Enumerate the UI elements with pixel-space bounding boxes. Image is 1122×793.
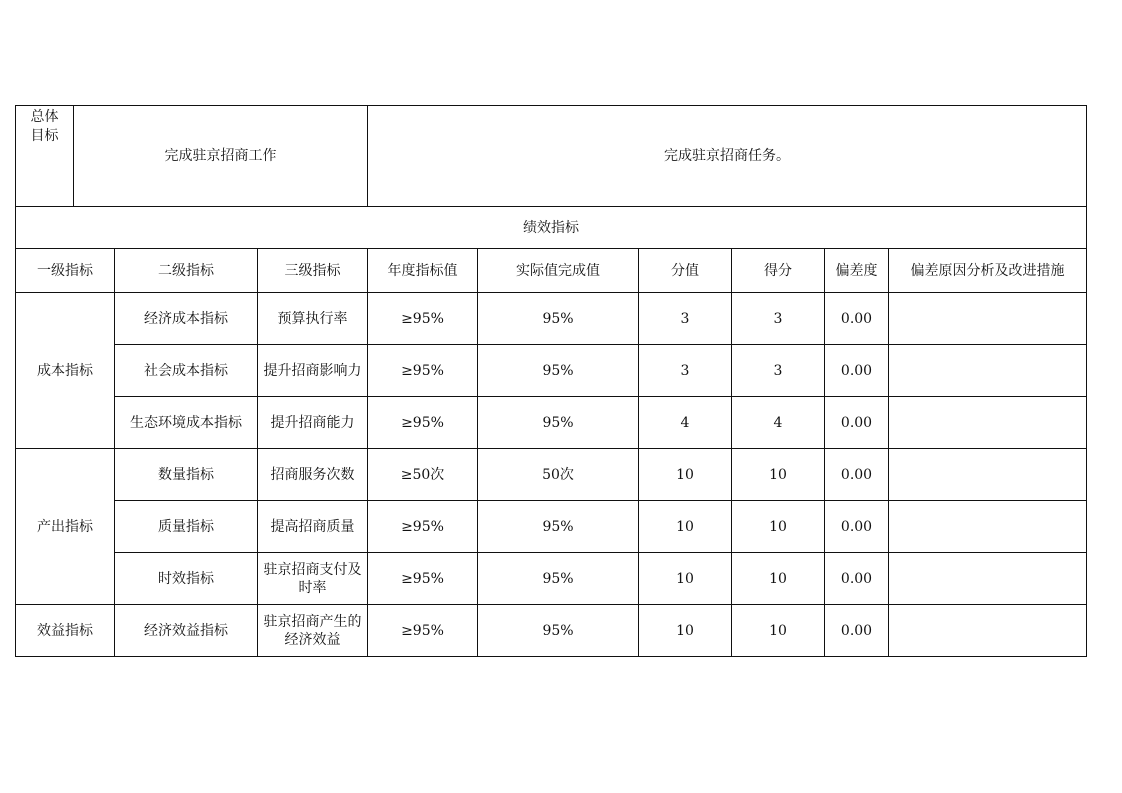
score-value-cell: 10: [639, 605, 732, 657]
header-score: 得分: [732, 249, 825, 293]
table-row: [16, 605, 1087, 657]
goal-label-line2: 目标: [30, 128, 59, 144]
level3-cell: 提升招商能力: [258, 397, 368, 449]
score-cell: 4: [732, 397, 825, 449]
level3-cell: 招商服务次数: [258, 449, 368, 501]
level2-cell: 社会成本指标: [115, 345, 258, 397]
goal-cell: [16, 106, 368, 207]
target-cell: ≥95%: [368, 605, 478, 657]
header-level3: 三级指标: [258, 249, 368, 293]
score-value-cell: 3: [639, 293, 732, 345]
actual-cell: 95%: [478, 293, 639, 345]
deviation-cell: 0.00: [825, 553, 889, 605]
target-cell: ≥95%: [368, 553, 478, 605]
actual-cell: 50次: [478, 449, 639, 501]
target-cell: ≥95%: [368, 345, 478, 397]
deviation-cell: 0.00: [825, 501, 889, 553]
analysis-cell: [889, 501, 1087, 553]
deviation-cell: 0.00: [825, 605, 889, 657]
header-row: [16, 249, 1087, 293]
deviation-cell: 0.00: [825, 345, 889, 397]
section-title: 绩效指标: [16, 207, 1087, 249]
score-value-cell: 3: [639, 345, 732, 397]
table-row: [16, 449, 1087, 501]
analysis-cell: [889, 605, 1087, 657]
table-row: [16, 501, 1087, 553]
table-row: [16, 553, 1087, 605]
level2-cell: 时效指标: [115, 553, 258, 605]
level3-cell: 预算执行率: [258, 293, 368, 345]
score-cell: 10: [732, 449, 825, 501]
deviation-cell: 0.00: [825, 449, 889, 501]
header-level2: 二级指标: [115, 249, 258, 293]
score-cell: 10: [732, 501, 825, 553]
goal-description: 完成驻京招商任务。: [368, 106, 1087, 207]
table-row: [16, 397, 1087, 449]
goal-name: 完成驻京招商工作: [164, 148, 277, 164]
header-deviation: 偏差度: [825, 249, 889, 293]
header-level1: 一级指标: [16, 249, 115, 293]
analysis-cell: [889, 345, 1087, 397]
level1-cell: 产出指标: [16, 449, 115, 605]
level2-cell: 生态环境成本指标: [115, 397, 258, 449]
deviation-cell: 0.00: [825, 293, 889, 345]
score-cell: 10: [732, 605, 825, 657]
score-value-cell: 10: [639, 553, 732, 605]
section-title-row: [16, 207, 1087, 249]
target-cell: ≥95%: [368, 397, 478, 449]
score-value-cell: 10: [639, 501, 732, 553]
level3-cell: 驻京招商支付及时率: [258, 553, 368, 605]
level3-cell: 提升招商影响力: [258, 345, 368, 397]
level2-cell: 经济效益指标: [115, 605, 258, 657]
actual-cell: 95%: [478, 501, 639, 553]
target-cell: ≥95%: [368, 501, 478, 553]
table-row: [16, 345, 1087, 397]
table-row: [16, 293, 1087, 345]
analysis-cell: [889, 449, 1087, 501]
score-value-cell: 10: [639, 449, 732, 501]
actual-cell: 95%: [478, 397, 639, 449]
goal-row: [16, 106, 1087, 207]
level1-cell: 效益指标: [16, 605, 115, 657]
score-value-cell: 4: [639, 397, 732, 449]
score-cell: 10: [732, 553, 825, 605]
header-actual: 实际值完成值: [478, 249, 639, 293]
target-cell: ≥95%: [368, 293, 478, 345]
performance-table: [15, 105, 1087, 657]
score-cell: 3: [732, 293, 825, 345]
level3-cell: 提高招商质量: [258, 501, 368, 553]
actual-cell: 95%: [478, 553, 639, 605]
score-cell: 3: [732, 345, 825, 397]
level2-cell: 经济成本指标: [115, 293, 258, 345]
level2-cell: 质量指标: [115, 501, 258, 553]
deviation-cell: 0.00: [825, 397, 889, 449]
goal-label-line1: 总体: [30, 109, 59, 125]
level1-cell: 成本指标: [16, 293, 115, 449]
header-score-value: 分值: [639, 249, 732, 293]
header-analysis: 偏差原因分析及改进措施: [889, 249, 1087, 293]
level3-cell: 驻京招商产生的经济效益: [258, 605, 368, 657]
analysis-cell: [889, 397, 1087, 449]
actual-cell: 95%: [478, 605, 639, 657]
level2-cell: 数量指标: [115, 449, 258, 501]
goal-label: [16, 106, 74, 206]
analysis-cell: [889, 293, 1087, 345]
header-target: 年度指标值: [368, 249, 478, 293]
analysis-cell: [889, 553, 1087, 605]
target-cell: ≥50次: [368, 449, 478, 501]
actual-cell: 95%: [478, 345, 639, 397]
